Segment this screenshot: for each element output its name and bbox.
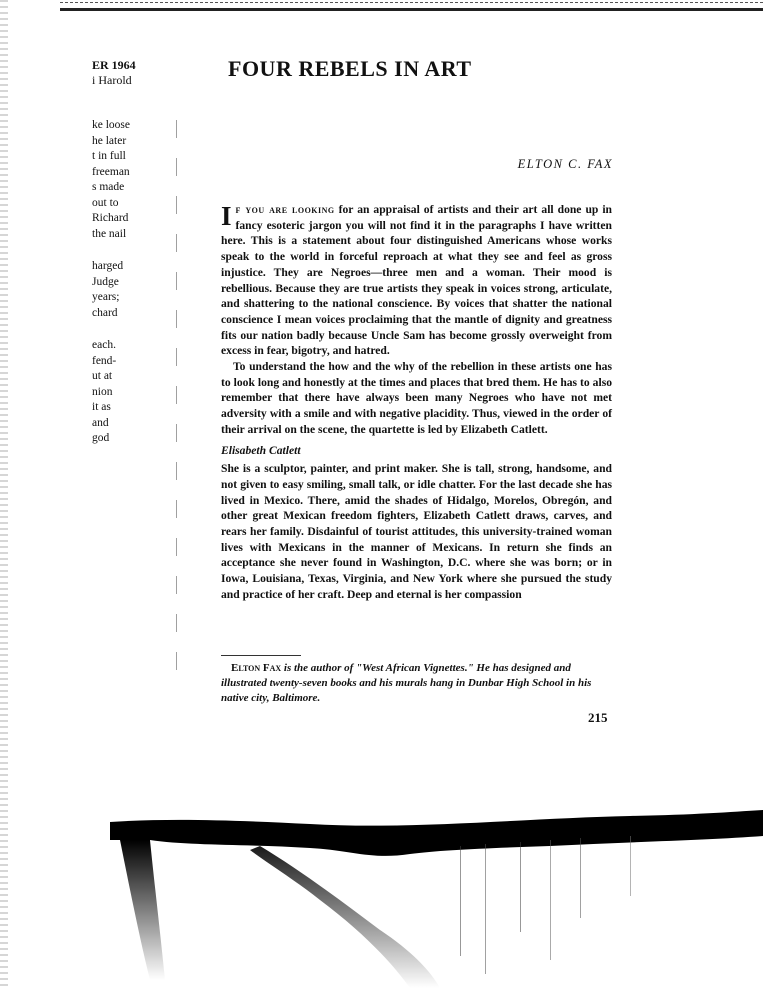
left-fragment-line: years;: [92, 291, 120, 303]
paragraph-2: To understand the how and the why of the rebellion in these artists one has to look long and honestly at the times and places that bred them. He has to also remember that there have always been many Negroes who have not met adversity with a smile and with negative placidity. Thus, viewed in the order of their arrival on the scene, the quartette is led by Elizabeth Catlett.: [221, 360, 612, 436]
left-fragment-line: Richard: [92, 212, 129, 224]
left-fragment-line: he later: [92, 134, 127, 147]
article-body: [221, 202, 612, 603]
left-fragment-line: freeman: [92, 165, 130, 178]
left-fragment-line: the nail: [92, 227, 127, 240]
paragraph-1: [221, 202, 612, 359]
author-footnote: [221, 661, 612, 706]
left-fragment-line: god: [92, 432, 110, 444]
footnote-text: is the author of "West African Vignettes." He has designed and illustrated twenty-seven books and his murals hang in Dunbar High School in his native city, Baltimore.: [221, 662, 592, 704]
scan-left-edge: [0, 0, 8, 990]
left-fragment-line: out to: [92, 196, 119, 209]
paragraph-1-text: for an appraisal of artists and their art all done up in fancy esoteric jargon you will not find it in the paragraphs I have written here. This is a statement about four distinguished Americans whose works speak to the world in forceful reproach at what they see and feel as gross injustice. They are Negroes—three men and a woman. Their mood is rebellious. Because they are true artists they speak in voices strong, articulate, and shattering to the national conscience. By voices that shatter the national conscience I mean voices proclaiming that the mantle of dignity and greatness fits our nation badly because Uncle Sam has become grossly overweight from excess in fear, bigotry, and hatred.: [221, 203, 612, 358]
left-fragment-line: s made: [92, 181, 125, 193]
left-fragment-line: ke loose: [92, 119, 131, 131]
left-fragment-line: and: [92, 416, 109, 429]
page-number: 215: [588, 710, 608, 725]
left-fragment-line: nion: [92, 385, 113, 398]
left-fragment-line: ut at: [92, 370, 113, 382]
left-fragment-line: each.: [92, 339, 116, 351]
left-fragment-line: t in full: [92, 150, 126, 162]
drop-cap: I: [221, 201, 232, 231]
left-fragment-line: it as: [92, 401, 111, 413]
left-fragment-line: fend-: [92, 354, 117, 367]
scan-edge-dashes: [60, 2, 763, 4]
left-fragment-header-line: i Harold: [92, 73, 132, 87]
footnote-rule: [221, 655, 301, 656]
article-title: FOUR REBELS IN ART: [228, 56, 472, 81]
scan-smear: [110, 810, 763, 990]
section-subhead: Elisabeth Catlett: [221, 443, 301, 457]
left-fragment-line: chard: [92, 306, 118, 319]
left-fragment-line: Judge: [92, 275, 119, 288]
gutter-rule: [176, 120, 177, 680]
paragraph-3: She is a sculptor, painter, and print maker. She is tall, strong, handsome, and not given to easy smiling, small talk, or idle chatter. For the last decade she has lived in Mexico. There, amid the shades of Hidalgo, Morelos, Obregón, and other great Mexican freedom fighters, Elizabeth Catlett draws, carves, and rears her family. Disdainful of tourist attitudes, this university-trained woman lives with Mexicans in the manner of Mexicans. In return she finds an acceptance she never found in Washington, D.C. where she was born; or in Iowa, Louisiana, Texas, Virginia, and New York where she pursued the study and practice of her craft. Deep and eternal is her compassion: [221, 462, 612, 601]
article-author: ELTON C. FAX: [517, 157, 613, 171]
scan-edge-rule: [60, 8, 763, 11]
lead-in: f you are looking: [235, 203, 335, 216]
left-fragment-header-line: ER 1964: [92, 58, 136, 72]
left-fragment-header: [92, 58, 136, 88]
footnote-author-name: Elton Fax: [231, 662, 282, 674]
left-fragment-line: harged: [92, 260, 124, 272]
